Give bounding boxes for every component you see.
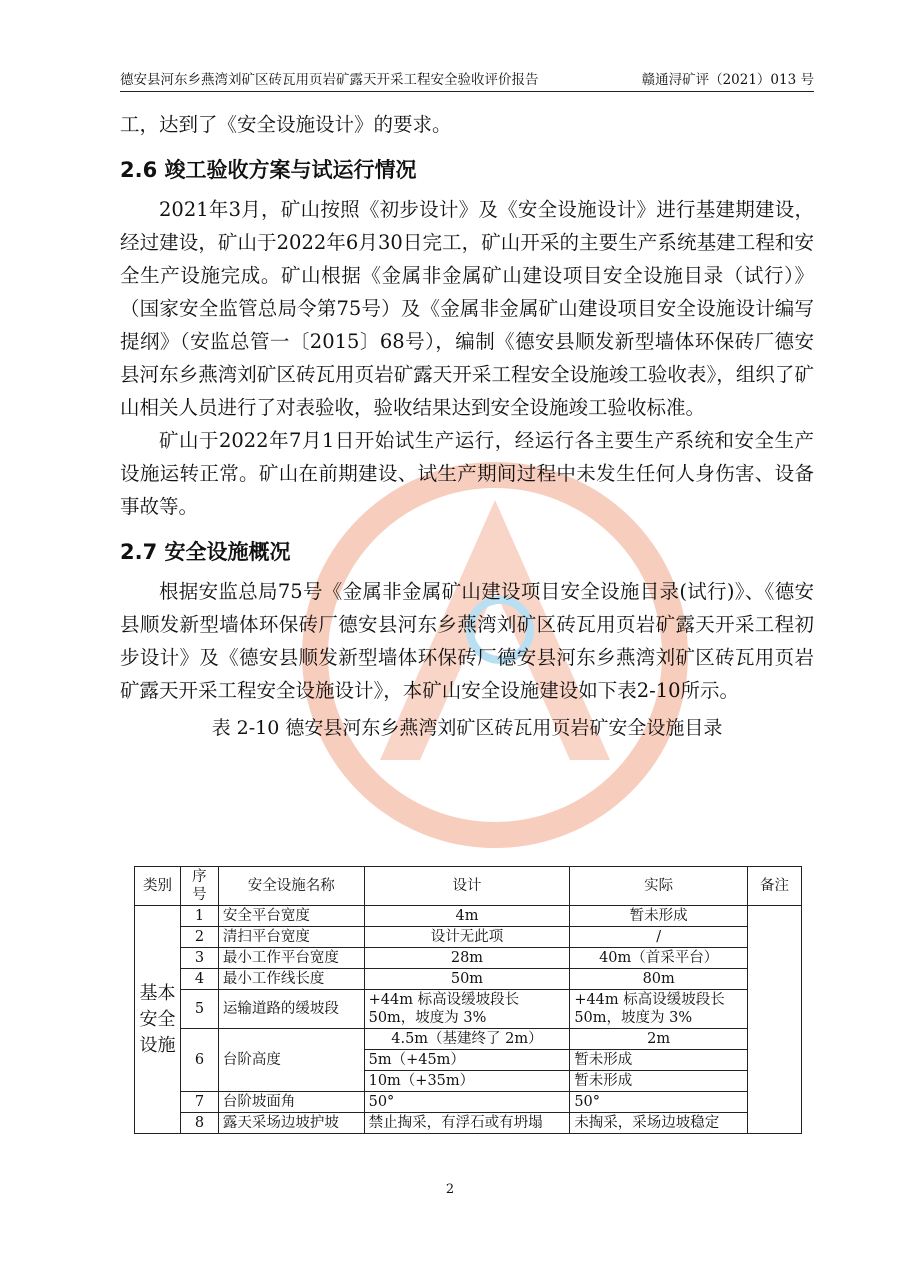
row-no: 8 [180, 1113, 218, 1134]
table-row [135, 906, 802, 927]
table-row [135, 1029, 802, 1050]
table-row [135, 948, 802, 969]
row-design: 4.5m（基建终了 2m） [364, 1029, 570, 1050]
row-design: +44m 标高设缓坡段长 50m，坡度为 3% [364, 990, 570, 1029]
row-name: 露天采场边坡护坡 [218, 1113, 364, 1134]
header-design: 设计 [364, 867, 570, 906]
safety-facilities-table [134, 866, 802, 1134]
row-design: 5m（+45m） [364, 1050, 570, 1071]
row-design: 4m [364, 906, 570, 927]
row-no: 1 [180, 906, 218, 927]
table-row [135, 969, 802, 990]
header-title: 德安县河东乡燕湾刘矿区砖瓦用页岩矿露天开采工程安全验收评价报告 [120, 72, 539, 88]
table-row [135, 990, 802, 1029]
row-actual: / [570, 927, 748, 948]
row-actual: 暂未形成 [570, 1050, 748, 1071]
row-no: 5 [180, 990, 218, 1029]
table-row [135, 927, 802, 948]
row-design: 50m [364, 969, 570, 990]
row-actual: 50° [570, 1092, 748, 1113]
row-name: 运输道路的缓坡段 [218, 990, 364, 1029]
row-design: 禁止掏采，有浮石或有坍塌 [364, 1113, 570, 1134]
section-2-6-paragraph-1: 2021年3月，矿山按照《初步设计》及《安全设施设计》进行基建期建设，经过建设，矿山于2022年6月30日完工，矿山开采的主要生产系统基建工程和安全生产设施完成。矿山根据《金属非金属矿山建设项目安全设施目录（试行）》（国家安全监管总局令第75号）及《金属非金属矿山建设项目安全设施设计编写提纲》（安监总管一〔2015〕68号），编制《德安县顺发新型墙体环保砖厂德安县河东乡燕湾刘矿区砖瓦用页岩矿露天开采工程安全设施竣工验收表》，组织了矿山相关人员进行了对表验收，验收结果达到安全设施竣工验收标准。 [120, 198, 814, 419]
row-design: 28m [364, 948, 570, 969]
row-no: 3 [180, 948, 218, 969]
section-2-7-paragraph-1: 根据安监总局75号《金属非金属矿山建设项目安全设施目录(试行)》、《德安县顺发新型墙体环保砖厂德安县河东乡燕湾刘矿区砖瓦用页岩矿露天开采工程初步设计》及《德安县顺发新型墙体环保砖厂德安县河东乡燕湾刘矿区砖瓦用页岩矿露天开采工程安全设施设计》，本矿山安全设施建设如下表2-10所示。 [120, 580, 814, 702]
row-no: 7 [180, 1092, 218, 1113]
section-2-6-paragraph-2: 矿山于2022年7月1日开始试生产运行，经运行各主要生产系统和安全生产设施运转正常。矿山在前期建设、试生产期间过程中未发生任何人身伤害、设备事故等。 [120, 429, 814, 518]
row-no: 4 [180, 969, 218, 990]
header-name: 安全设施名称 [218, 867, 364, 906]
row-name: 最小工作平台宽度 [218, 948, 364, 969]
header-no: 序号 [180, 867, 218, 906]
row-actual: +44m 标高设缓坡段长 50m，坡度为 3% [570, 990, 748, 1029]
row-design: 设计无此项 [364, 927, 570, 948]
row-actual: 40m（首采平台） [570, 948, 748, 969]
row-design: 50° [364, 1092, 570, 1113]
section-2-7-title: 2.7 安全设施概况 [120, 540, 291, 564]
table-header-row [135, 867, 802, 906]
table-row [135, 1092, 802, 1113]
note-cell [748, 906, 802, 1134]
header-doc-number: 赣通浔矿评（2021）013 号 [641, 72, 814, 88]
row-no: 2 [180, 927, 218, 948]
section-2-6-title: 2.6 竣工验收方案与试运行情况 [120, 158, 417, 182]
row-actual: 2m [570, 1029, 748, 1050]
page-content [120, 108, 814, 749]
row-name: 台阶坡面角 [218, 1092, 364, 1113]
category-cell: 基本安全设施 [135, 906, 181, 1134]
row-no: 6 [180, 1029, 218, 1092]
row-actual: 80m [570, 969, 748, 990]
header-category: 类别 [135, 867, 181, 906]
table-caption: 表 2-10 德安县河东乡燕湾刘矿区砖瓦用页岩矿安全设施目录 [211, 717, 723, 739]
page-header [120, 66, 814, 92]
row-name: 最小工作线长度 [218, 969, 364, 990]
row-design: 10m（+35m） [364, 1071, 570, 1092]
row-actual: 暂未形成 [570, 906, 748, 927]
continuation-paragraph: 工，达到了《安全设施设计》的要求。 [120, 113, 452, 136]
row-actual: 未掏采，采场边坡稳定 [570, 1113, 748, 1134]
table-row [135, 1113, 802, 1134]
page-number: 2 [445, 1182, 455, 1197]
header-note: 备注 [748, 867, 802, 906]
header-actual: 实际 [570, 867, 748, 906]
row-actual: 暂未形成 [570, 1071, 748, 1092]
row-name: 台阶高度 [218, 1029, 364, 1092]
row-name: 安全平台宽度 [218, 906, 364, 927]
row-name: 清扫平台宽度 [218, 927, 364, 948]
